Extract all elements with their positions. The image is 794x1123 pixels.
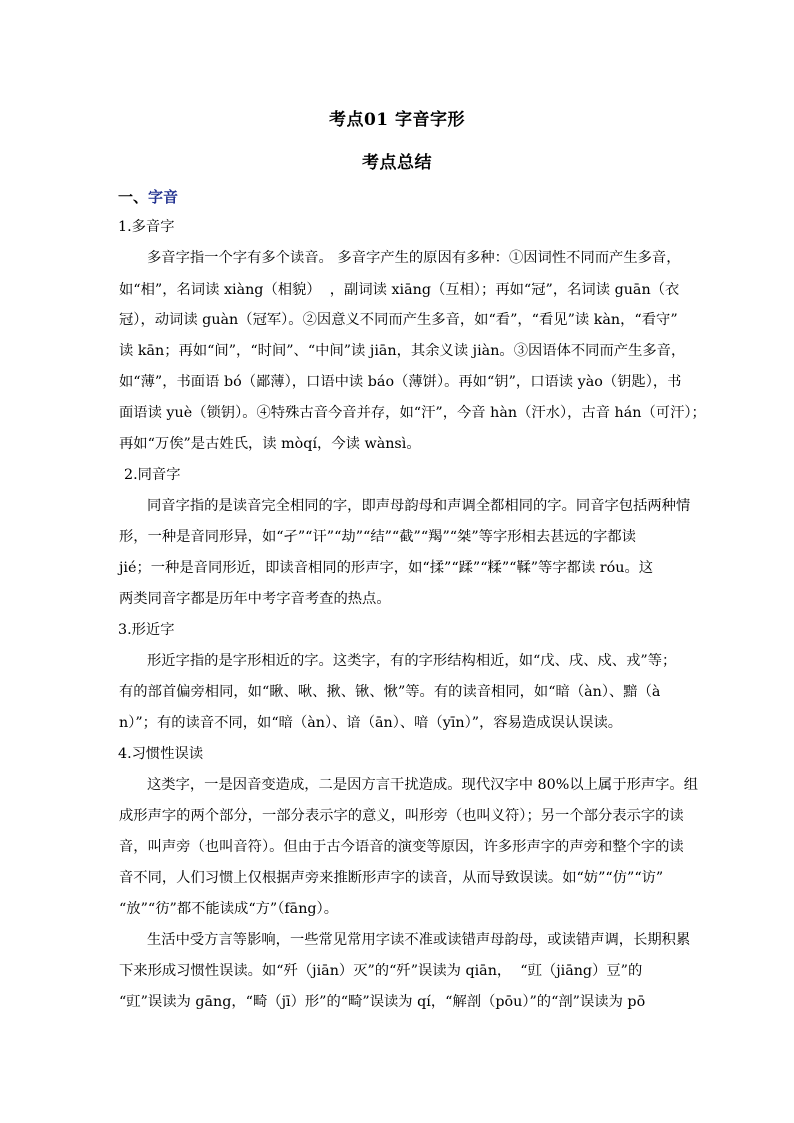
paragraph-line: 如“薄”，书面语 bó（鄙薄），口语中读 báo（薄饼）。再如“钥”，口语读 yào（钥匙），书 bbox=[119, 374, 682, 390]
paragraph-line: 生活中受方言等影响，一些常见常用字读不准或读错声母韵母，或读错声调，长期积累 bbox=[147, 932, 691, 948]
paragraph-line: 这类字，一是因音变造成，二是因方言干扰造成。现代汉字中 80%以上属于形声字。组 bbox=[147, 777, 699, 793]
page-title: 考点01 字音字形 bbox=[328, 110, 466, 130]
paragraph-line: 读 kān；再如“间”，“时间”、“中间”读 jiān，其余义读 jiàn。③因语体不同而产生多音， bbox=[119, 343, 686, 359]
paragraph-line: 如“相”，名词读 xiàng（相貌） ，副词读 xiāng（互相）；再如“冠”，名词读 guān（衣 bbox=[119, 282, 680, 298]
paragraph-line: 再如“万俟”是古姓氏，读 mòqí，今读 wànsì。 bbox=[119, 436, 421, 452]
section-number: 一、 bbox=[118, 188, 149, 206]
paragraph-line: 形，一种是音同形异，如“孑”“讦”“劫”“结”“截”“羯”“桀”等字形相去甚远的字都读 bbox=[119, 529, 636, 545]
page-subtitle: 考点总结 bbox=[362, 153, 432, 173]
paragraph-line: 音不同，人们习惯上仅根据声旁来推断形声字的读音，从而导致误读。如“妨”“仿”“访” bbox=[119, 870, 664, 886]
paragraph-line: 同音字指的是读音完全相同的字，即声母韵母和声调全都相同的字。同音字包括两种情 bbox=[147, 498, 691, 514]
paragraph-line: jié；一种是音同形近，即读音相同的形声字，如“揉”“蹂”“糅”“鞣”等字都读 róu。这 bbox=[119, 560, 654, 576]
subheading-similar-shape: 3.形近字 bbox=[118, 622, 175, 638]
paragraph-line: 有的部首偏旁相同，如“瞅、啾、揪、锹、愀”等。有的读音相同，如“暗（àn）、黯（à bbox=[119, 684, 661, 700]
paragraph-line: 下来形成习惯性误读。如“歼（jiān）灭”的“歼”误读为 qiān， “豇（jiāng）豆”的 bbox=[119, 963, 643, 979]
section-heading bbox=[118, 186, 178, 207]
subheading-habitual-misreading: 4.习惯性误读 bbox=[118, 746, 204, 762]
paragraph-line: 面语读 yuè（锁钥）。④特殊古音今音并存，如“汗”，今音 hàn（汗水），古音 hán（可汗）； bbox=[119, 405, 706, 421]
paragraph-line: 冠），动词读 guàn（冠军）。②因意义不同而产生多音，如“看”，“看见”读 kàn，“看守” bbox=[119, 312, 678, 328]
paragraph-line: 多音字指一个字有多个读音。 多音字产生的原因有多种：①因词性不同而产生多音， bbox=[147, 250, 681, 266]
section-label: 字音 bbox=[148, 188, 179, 206]
paragraph-line: 两类同音字都是历年中考字音考查的热点。 bbox=[119, 591, 391, 607]
paragraph-line: “豇”误读为 gāng，“畸（jī）形”的“畸”误读为 qí，“解剖（pōu）”的“剖”误读为 pō bbox=[119, 994, 646, 1010]
paragraph-line: n）”；有的读音不同，如“暗（àn）、谙（ān）、喑（yīn）”，容易造成误认误读。 bbox=[119, 715, 623, 731]
subheading-homophone: 2.同音字 bbox=[124, 467, 181, 483]
paragraph-line: 形近字指的是字形相近的字。这类字，有的字形结构相近，如“戊、戌、戍、戎”等； bbox=[147, 653, 677, 669]
paragraph-line: “放”“彷”都不能读成“方”（fāng）。 bbox=[119, 901, 338, 917]
paragraph-line: 成形声字的两个部分，一部分表示字的意义，叫形旁（也叫义符）；另一个部分表示字的读 bbox=[119, 808, 684, 824]
paragraph-line: 音，叫声旁（也叫音符）。但由于古今语音的演变等原因，许多形声字的声旁和整个字的读 bbox=[119, 839, 684, 855]
subheading-polyphone: 1.多音字 bbox=[118, 219, 175, 235]
